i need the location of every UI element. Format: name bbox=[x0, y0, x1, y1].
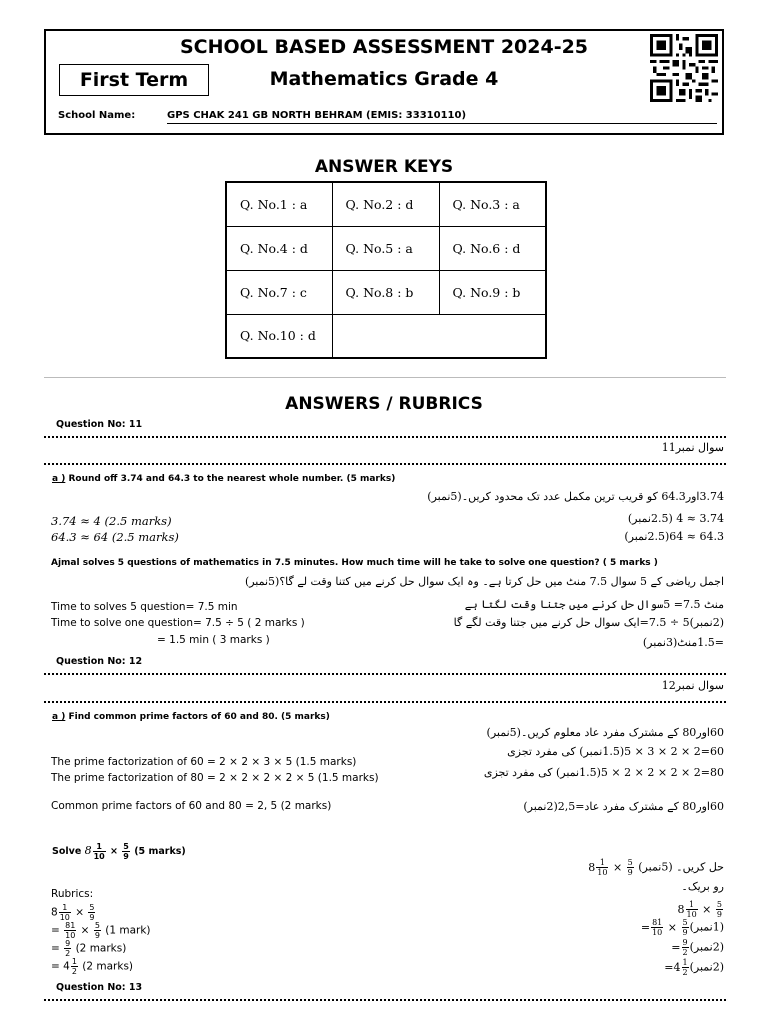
q12-step-3-urdu: 60اور80 کے مشترک مفرد عاد=2,5(2نمبر) bbox=[523, 800, 724, 813]
question-13-label: Question No: 13 bbox=[56, 982, 143, 993]
q11-answer-2-urdu: 64.3 ≈ 64(2.5نمبر) bbox=[624, 530, 724, 543]
dotted-divider bbox=[44, 463, 726, 465]
answer-key-cell: Q. No.3 : a bbox=[439, 182, 546, 226]
question-12-urdu-label: سوال نمبر12 bbox=[661, 679, 724, 692]
question-11-part-a: a ) Round off 3.74 and 64.3 to the nearest whole number. (5 marks) bbox=[52, 474, 396, 484]
school-name-label: School Name: bbox=[58, 110, 136, 121]
q12-b-line-0: 8 $\frac{1}{10}$ × $\frac{5}{9}$ bbox=[51, 903, 95, 922]
question-11-part-a-urdu: 3.74اور64.3 کو قریب ترین مکمل عدد تک محدود کریں۔(5نمبر) bbox=[427, 490, 724, 503]
question-12-part-b-urdu: حل کریں۔ (5نمبر) 8 $\frac{1}{10}$ × $\frac{5}{9}$ bbox=[588, 858, 724, 877]
question-11-part-b-urdu: اجمل ریاضی کے 5 سوال 7.5 منٹ میں حل کرتا ہے۔ وہ ایک سوال حل کرنے میں کتنا وقت لے گا؟(5نمبر) bbox=[244, 575, 724, 588]
q11-step-3: = 1.5 min ( 3 marks ) bbox=[157, 634, 270, 646]
question-12-part-a-urdu: 60اور80 کے مشترک مفرد عاد معلوم کریں۔(5نمبر) bbox=[486, 726, 724, 739]
rubrics-label: Rubrics: bbox=[51, 888, 94, 900]
q12-step-3: Common prime factors of 60 and 80 = 2, 5 (2 marks) bbox=[51, 800, 332, 812]
answer-key-cell: Q. No.7 : c bbox=[226, 270, 332, 314]
answer-key-cell: Q. No.8 : b bbox=[332, 270, 439, 314]
answer-key-cell: Q. No.9 : b bbox=[439, 270, 546, 314]
answer-key-cell: Q. No.4 : d bbox=[226, 226, 332, 270]
table-row bbox=[226, 226, 546, 270]
dotted-divider bbox=[44, 673, 726, 675]
q11-answer-1: 3.74 ≈ 4 (2.5 marks) bbox=[51, 514, 172, 528]
q11-step-1-urdu: منٹ 7.5= 5سوال حل کرنے میں جتنا وقت لگتا ہے bbox=[464, 598, 724, 611]
q12-step-1-urdu: 60=2 × 2 × 3 × 5(1.5نمبر) کی مفرد تجزی bbox=[507, 745, 724, 758]
q11-step-2: Time to solve one question= 7.5 ÷ 5 ( 2 marks ) bbox=[51, 617, 305, 629]
answer-keys-table bbox=[225, 181, 547, 359]
q11-step-1: Time to solves 5 question= 7.5 min bbox=[51, 601, 238, 613]
question-11-label: Question No: 11 bbox=[56, 419, 143, 430]
q12-b-line-1-urdu: (1نمبر)= $\frac{81}{10}$ × $\frac{5}{9}$ bbox=[640, 918, 724, 937]
answer-key-cell: Q. No.1 : a bbox=[226, 182, 332, 226]
q12-step-2-urdu: 80=2 × 2 × 2 × 2 × 5(1.5نمبر) کی مفرد تجزی bbox=[483, 766, 724, 779]
answer-key-cell: Q. No.6 : d bbox=[439, 226, 546, 270]
q12-b-line-3-urdu: (2نمبر)=4 $\frac{1}{2}$ bbox=[664, 958, 724, 977]
dotted-divider bbox=[44, 999, 726, 1001]
q11-answer-1-urdu: 3.74 ≈ 4 (2.5نمبر) bbox=[627, 512, 724, 525]
dotted-divider bbox=[44, 701, 726, 703]
page-title: SCHOOL BASED ASSESSMENT 2024-25 bbox=[179, 36, 589, 58]
q12-b-line-2: = $\frac{9}{2}$ (2 marks) bbox=[51, 939, 127, 958]
q12-step-1: The prime factorization of 60 = 2 × 2 × 3 × 5 (1.5 marks) bbox=[51, 756, 357, 768]
school-name-value: GPS CHAK 241 GB NORTH BEHRAM (EMIS: 33310110) bbox=[167, 110, 717, 124]
q12-b-line-3: = 4 $\frac{1}{2}$ (2 marks) bbox=[51, 957, 134, 976]
q12-step-2: The prime factorization of 80 = 2 × 2 × 2 × 2 × 5 (1.5 marks) bbox=[51, 772, 379, 784]
q11-step-2-urdu: (2نمبر)5 ÷ 7.5=ایک سوال حل کرنے میں جتنا وقت لگے گا bbox=[453, 616, 724, 629]
answer-keys-heading: ANSWER KEYS bbox=[314, 157, 454, 177]
term-badge: First Term bbox=[59, 64, 209, 96]
q12-b-line-1: = $\frac{81}{10}$ × $\frac{5}{9}$ (1 mark) bbox=[51, 921, 151, 940]
divider bbox=[44, 377, 726, 378]
subject-title: Mathematics Grade 4 bbox=[269, 68, 499, 90]
q11-step-3-urdu: =1.5منٹ(3نمبر) bbox=[642, 636, 724, 649]
rubrics-heading: ANSWERS / RUBRICS bbox=[285, 394, 483, 414]
table-row bbox=[226, 182, 546, 226]
answer-key-cell: Q. No.10 : d bbox=[226, 314, 332, 358]
qr-code-icon bbox=[650, 34, 718, 102]
q12-b-line-2-urdu: (2نمبر)= $\frac{9}{2}$ bbox=[671, 938, 724, 957]
question-12-part-b: Solve 8 $\frac{1}{10}$ × $\frac{5}{9}$ (5 marks) bbox=[52, 842, 186, 861]
table-row bbox=[226, 270, 546, 314]
q11-answer-2: 64.3 ≈ 64 (2.5 marks) bbox=[51, 530, 179, 544]
question-11-part-b: Ajmal solves 5 questions of mathematics in 7.5 minutes. How much time will he take to solve one question? ( 5 marks ) bbox=[51, 558, 658, 568]
answer-key-cell: Q. No.5 : a bbox=[332, 226, 439, 270]
question-12-rubric-urdu-label: رو بریک۔ bbox=[681, 880, 724, 893]
question-11-urdu-label: سوال نمبر11 bbox=[661, 441, 724, 454]
q12-b-line-0-urdu: 8 $\frac{1}{10}$ × $\frac{5}{9}$ bbox=[677, 900, 722, 919]
answer-key-cell: Q. No.2 : d bbox=[332, 182, 439, 226]
dotted-divider bbox=[44, 436, 726, 438]
answer-key-cell-empty bbox=[332, 314, 546, 358]
question-12-part-a: a ) Find common prime factors of 60 and 80. (5 marks) bbox=[52, 712, 330, 722]
table-row bbox=[226, 314, 546, 358]
question-12-label: Question No: 12 bbox=[56, 656, 143, 667]
